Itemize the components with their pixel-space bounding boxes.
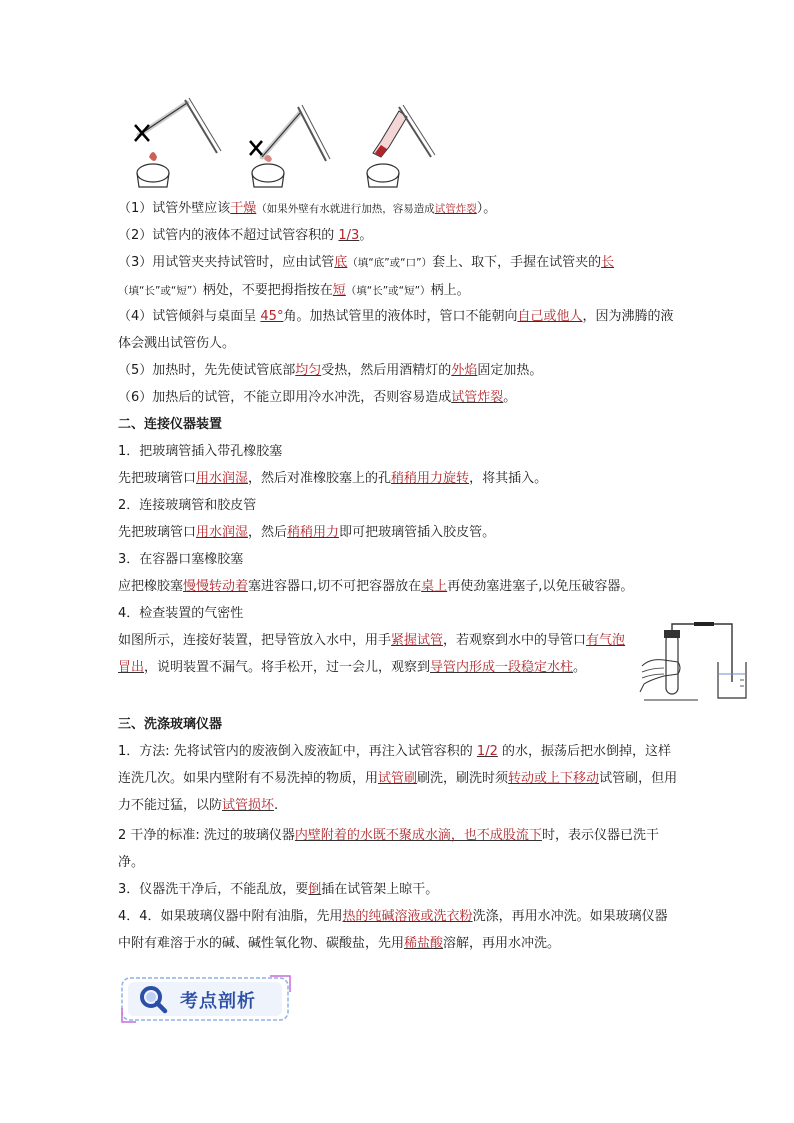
answer: 1/3 xyxy=(338,228,360,243)
exam-point-banner xyxy=(120,974,292,1024)
heating-figure-correct xyxy=(367,105,435,187)
answer: 长 xyxy=(601,255,615,270)
airtightness-apparatus-figure xyxy=(638,622,750,704)
answer: 外焰 xyxy=(451,363,478,378)
wash-special-cases: 4．4．如果玻璃仪器中附有油脂，先用热的纯碱溶液或洗衣粉洗涤，再用水冲洗。如果玻璃仪器中附有难溶于水的碱、碱性氧化物、碳酸盐，先用稀盐酸溶解，再用水冲洗。 xyxy=(118,909,668,951)
connect-step-4: 如图所示，连接好装置，把导管放入水中，用手紧握试管，若观察到水中的导管口有气泡冒出，说明装置不漏气。将手松开，过一会儿，观察到导管内形成一段稳定水柱。 xyxy=(118,633,626,675)
banner-label: 考点剖析 xyxy=(180,991,256,1012)
answer: 自己或他人 xyxy=(517,309,583,324)
heating-rule-3: （3）用试管夹夹持试管时，应由试管底（填“底”或“口”）套上、取下，手握在试管夹的长（填“长”或“短”）柄处，不要把拇指按在短（填“长”或“短”）柄上。 xyxy=(118,255,615,298)
heating-rule-4: （4）试管倾斜与桌面呈 45°角。加热试管里的液体时，管口不能朝向自己或他人，因为沸腾的液体会溅出试管伤人。 xyxy=(118,309,674,351)
subsection-title: 4．检查装置的气密性 xyxy=(118,606,244,621)
connect-step-3: 应把橡胶塞慢慢转动着塞进容器口,切不可把容器放在桌上再使劲塞进塞子,以免压破容器。 xyxy=(118,579,634,594)
answer: 内壁附着的水既不聚成水滴，也不成股流下 xyxy=(294,828,542,843)
answer: 均匀 xyxy=(295,363,322,378)
subsection-title: 1．把玻璃管插入带孔橡胶塞 xyxy=(118,444,283,459)
answer: 45° xyxy=(260,309,284,324)
answer: 短 xyxy=(332,283,346,298)
subsection-title: 3．在容器口塞橡胶塞 xyxy=(118,552,244,567)
answer: 试管炸裂 xyxy=(451,390,504,405)
search-icon xyxy=(138,984,168,1014)
answer: 试管炸裂 xyxy=(434,203,477,215)
wash-storage: 3．仪器洗干净后，不能乱放，要倒插在试管架上晾干。 xyxy=(118,882,439,897)
heating-rule-2: （2）试管内的液体不超过试管容积的 1/3。 xyxy=(118,228,373,243)
heating-rule-1: （1）试管外壁应该干燥（如果外壁有水就进行加热，容易造成试管炸裂）。 xyxy=(118,201,497,216)
answer: 底 xyxy=(334,255,348,270)
heating-figure-wrong-1 xyxy=(135,98,221,187)
answer: 有气泡冒出 xyxy=(118,633,626,675)
answer: 试管刷 xyxy=(378,771,418,786)
section-heading-wash: 三、洗涤玻璃仪器 xyxy=(118,717,223,732)
answer: 试管损坏 xyxy=(222,798,275,813)
answer: 用水润湿 xyxy=(196,525,249,540)
section-heading-connect: 二、连接仪器装置 xyxy=(118,417,223,432)
answer: 干燥 xyxy=(230,201,257,216)
answer: 倒 xyxy=(308,882,322,897)
answer: 桌上 xyxy=(421,579,448,594)
connect-step-2: 先把玻璃管口用水润湿，然后稍稍用力即可把玻璃管插入胶皮管。 xyxy=(118,525,496,540)
heating-illustrations xyxy=(125,95,455,195)
answer: 导管内形成一段稳定水柱 xyxy=(430,660,574,675)
answer: 用水润湿 xyxy=(196,471,249,486)
answer: 稀盐酸 xyxy=(404,936,444,951)
heating-figure-wrong-2 xyxy=(250,105,330,187)
heating-rule-5: （5）加热时，先先使试管底部均匀受热，然后用酒精灯的外焰固定加热。 xyxy=(118,363,543,378)
answer: 1/2 xyxy=(476,744,498,759)
connect-step-1: 先把玻璃管口用水润湿，然后对准橡胶塞上的孔稍稍用力旋转，将其插入。 xyxy=(118,471,548,486)
answer: 慢慢转动着 xyxy=(183,579,249,594)
answer: 稍稍用力旋转 xyxy=(391,471,470,486)
answer: 紧握试管 xyxy=(391,633,444,648)
subsection-title: 2．连接玻璃管和胶皮管 xyxy=(118,498,257,513)
wash-standard: 2 干净的标准: 洗过的玻璃仪器内壁附着的水既不聚成水滴，也不成股流下时，表示仪器已洗干净。 xyxy=(118,828,659,870)
wash-method: 1．方法: 先将试管内的废液倒入废液缸中，再注入试管容积的 1/2 的水，振荡后把水倒掉，这样连洗几次。如果内壁附有不易洗掉的物质，用试管刷刷洗，刷洗时须转动或上下移动试管刷，但用力不能过猛，以防试管损坏. xyxy=(118,744,678,813)
answer: 稍稍用力 xyxy=(287,525,340,540)
answer: 热的纯碱溶液或洗衣粉 xyxy=(342,909,473,924)
heating-rule-6: （6）加热后的试管，不能立即用冷水冲洗，否则容易造成试管炸裂。 xyxy=(118,390,517,405)
answer: 转动或上下移动 xyxy=(508,771,600,786)
